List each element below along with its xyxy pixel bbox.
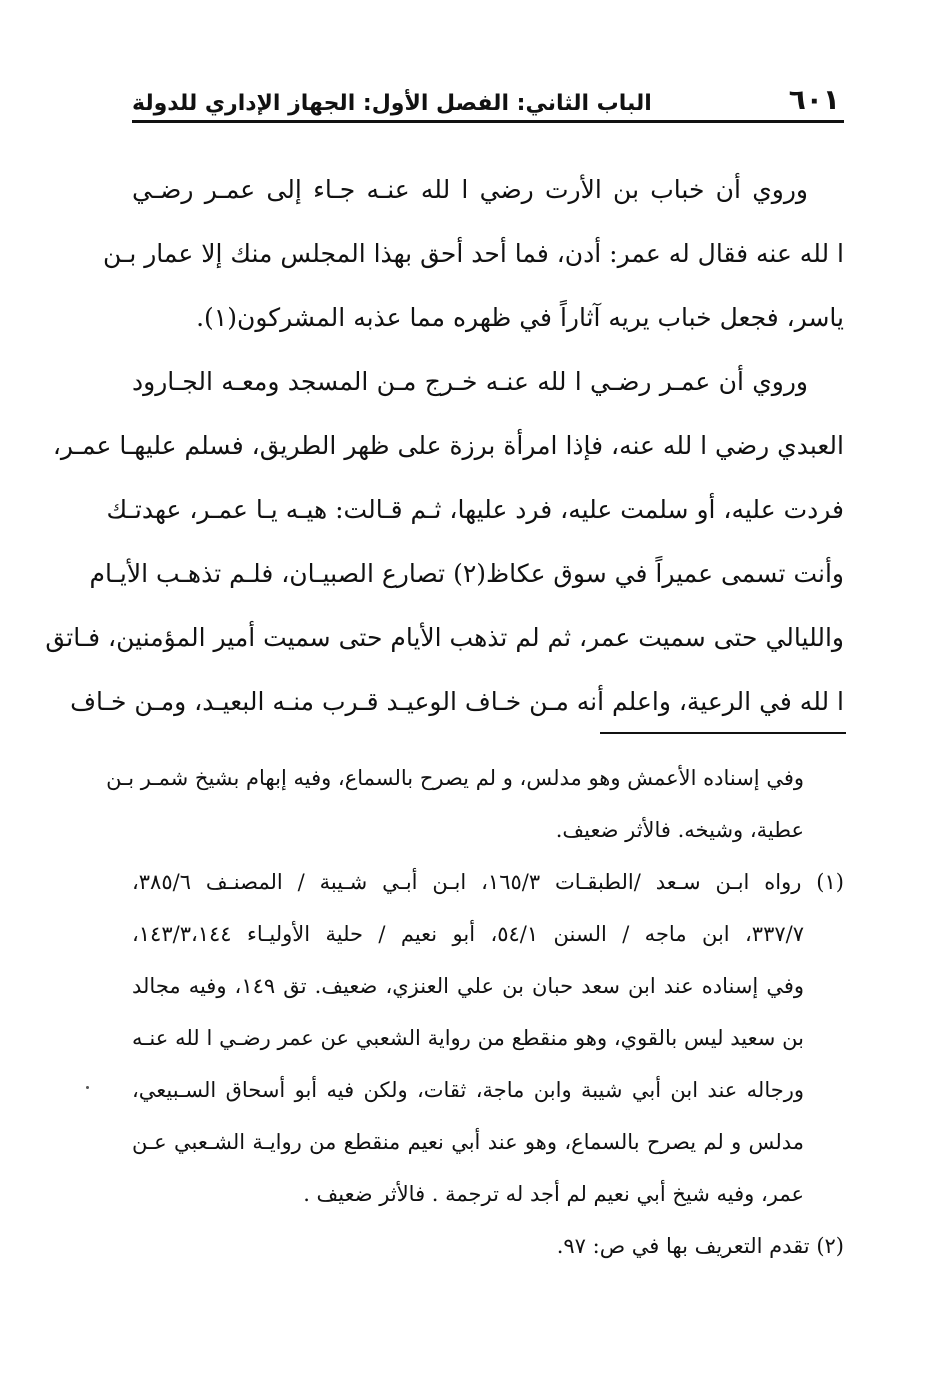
text-line: وروي أن عمـر رضـي ا لله عنـه خـرج مـن المسجد ومعـه الجـارود — [132, 367, 808, 396]
footnote-line: ورجاله عند ابن أبي شيبة وابن ماجة، ثقات، ولكن فيه أبو أسحاق السـبيعي، — [132, 1078, 804, 1102]
text-line: وأنت تسمى عميراً في سوق عكاظ(٢) تصارع الصبيـان، فلـم تذهـب الأيـام — [89, 559, 844, 588]
footnote-line: (٢) تقدم التعريف بها في ص: ٩٧. — [556, 1234, 844, 1258]
text-line: فردت عليه، أو سلمت عليه، فرد عليها، ثـم قـالت: هيـه يـا عمـر، عهدتـك — [106, 495, 844, 524]
text-line: والليالي حتى سميت عمر، ثم لم تذهب الأيام حتى سميت أمير المؤمنين، فـاتق — [45, 623, 844, 652]
footnote-line: بن سعيد ليس بالقوي، وهو منقطع من رواية الشعبي عن عمر رضـي ا لله عنـه — [132, 1026, 804, 1050]
text-line: ياسر، فجعل خباب يريه آثاراً في ظهره مما عذبه المشركون(١). — [196, 303, 844, 332]
footnote-line: وفي إسناده عند ابن سعد حبان بن علي العنزي، ضعيف. تق ١٤٩، وفيه مجالد — [132, 974, 804, 998]
text-line: ا لله في الرعية، واعلم أنه مـن خـاف الوعيـد قـرب منـه البعيـد، ومـن خـاف — [70, 687, 844, 716]
footnote-line: وفي إسناده الأعمش وهو مدلس، و لم يصرح بالسماع، وفيه إبهام بشيخ شمـر بـن — [106, 766, 804, 790]
text-line: العبدي رضي ا لله عنه، فإذا امرأة برزة على ظهر الطريق، فسلم عليهـا عمـر، — [52, 431, 844, 460]
text-line: وروي أن خباب بن الأرت رضي ا لله عنـه جـاء إلى عمـر رضـي — [132, 175, 808, 204]
page-header — [132, 78, 840, 116]
footnote-separator — [600, 732, 846, 734]
footnote-line: (١) رواه ابـن سـعد /الطبقـات ١٦٥/٣، ابـن أبـي شـيبة / المصنـف ٣٨٥/٦، — [132, 870, 844, 894]
footnote-line: عمر، وفيه شيخ أبي نعيم لم أجد له ترجمة . فالأثر ضعيف . — [303, 1182, 804, 1206]
footnotes — [106, 752, 844, 1272]
footnote-line: ٣٣٧/٧، ابن ماجه / السنن ٥٤/١، أبو نعيم / حلية الأوليـاء ١٤٣/٣،١٤٤، — [132, 922, 804, 946]
main-text — [45, 158, 844, 734]
header-rule — [132, 120, 844, 123]
footnote-line: مدلس و لم يصرح بالسماع، وهو عند أبي نعيم منقطع من روايـة الشـعبي عـن — [132, 1130, 804, 1154]
page-number: ٦٠١ — [788, 83, 840, 116]
running-title: الباب الثاني: الفصل الأول: الجهاز الإداري للدولة — [132, 91, 652, 116]
footnote-line: عطية، وشيخه. فالأثر ضعيف. — [555, 818, 804, 842]
text-line: ا لله عنه فقال له عمر: أدن، فما أحد أحق بهذا المجلس منك إلا عمار بـن — [102, 239, 844, 268]
scan-speck — [86, 1086, 89, 1089]
